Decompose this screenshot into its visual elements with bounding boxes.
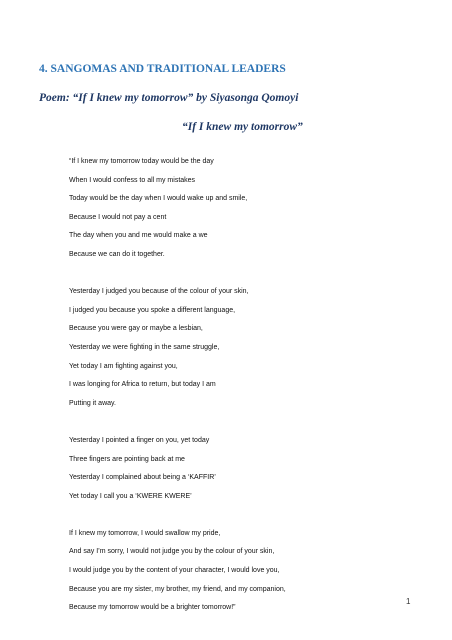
poem-line: And say I’m sorry, I would not judge you by the colour of your skin, xyxy=(69,548,275,556)
poem-line: Because I would not pay a cent xyxy=(69,213,167,221)
poem-line: I would judge you by the content of your character, I would love you, xyxy=(69,567,280,575)
stanza-2 xyxy=(69,283,439,413)
poem-line: I was longing for Africa to return, but today I am xyxy=(69,381,216,389)
stanza-1 xyxy=(69,153,439,265)
poem-line: Because you are my sister, my brother, my friend, and my companion, xyxy=(69,585,286,593)
poem-heading: Poem: “If I knew my tomorrow” by Siyasonga Qomoyi xyxy=(39,92,299,104)
poem-body xyxy=(69,153,439,618)
poem-line: Putting it away. xyxy=(69,399,116,407)
poem-line: Today would be the day when I would wake up and smile, xyxy=(69,195,248,203)
stanza-gap xyxy=(69,413,439,432)
poem-line: The day when you and me would make a we xyxy=(69,232,208,240)
poem-line: Yesterday I judged you because of the colour of your skin, xyxy=(69,288,249,296)
poem-line: “If I knew my tomorrow today would be the day xyxy=(69,158,214,165)
section-heading: 4. SANGOMAS AND TRADITIONAL LEADERS xyxy=(39,63,286,75)
poem-line: I judged you because you spoke a different language, xyxy=(69,306,236,314)
poem-line: Three fingers are pointing back at me xyxy=(69,455,185,463)
stanza-gap xyxy=(69,265,439,284)
poem-line: Because we can do it together. xyxy=(69,250,165,258)
stanza-gap xyxy=(69,506,439,525)
poem-line: Yesterday we were fighting in the same struggle, xyxy=(69,343,220,351)
poem-title: “If I knew my tomorrow” xyxy=(182,121,303,133)
stanza-3 xyxy=(69,432,439,506)
page-number: 1 xyxy=(406,597,411,606)
poem-line: Yet today I am fighting against you, xyxy=(69,362,178,370)
poem-line: If I knew my tomorrow, I would swallow my pride, xyxy=(69,529,221,537)
poem-line: Yet today I call you a ‘KWERE KWERE’ xyxy=(69,492,192,500)
poem-line: Yesterday I complained about being a ‘KAFFIR’ xyxy=(69,474,216,482)
stanza-4 xyxy=(69,525,439,618)
poem-line: When I would confess to all my mistakes xyxy=(69,176,196,184)
poem-line: Yesterday I pointed a finger on you, yet today xyxy=(69,436,210,444)
poem-line: Because my tomorrow would be a brighter tomorrow!” xyxy=(69,604,236,612)
poem-line: Because you were gay or maybe a lesbian, xyxy=(69,325,203,333)
